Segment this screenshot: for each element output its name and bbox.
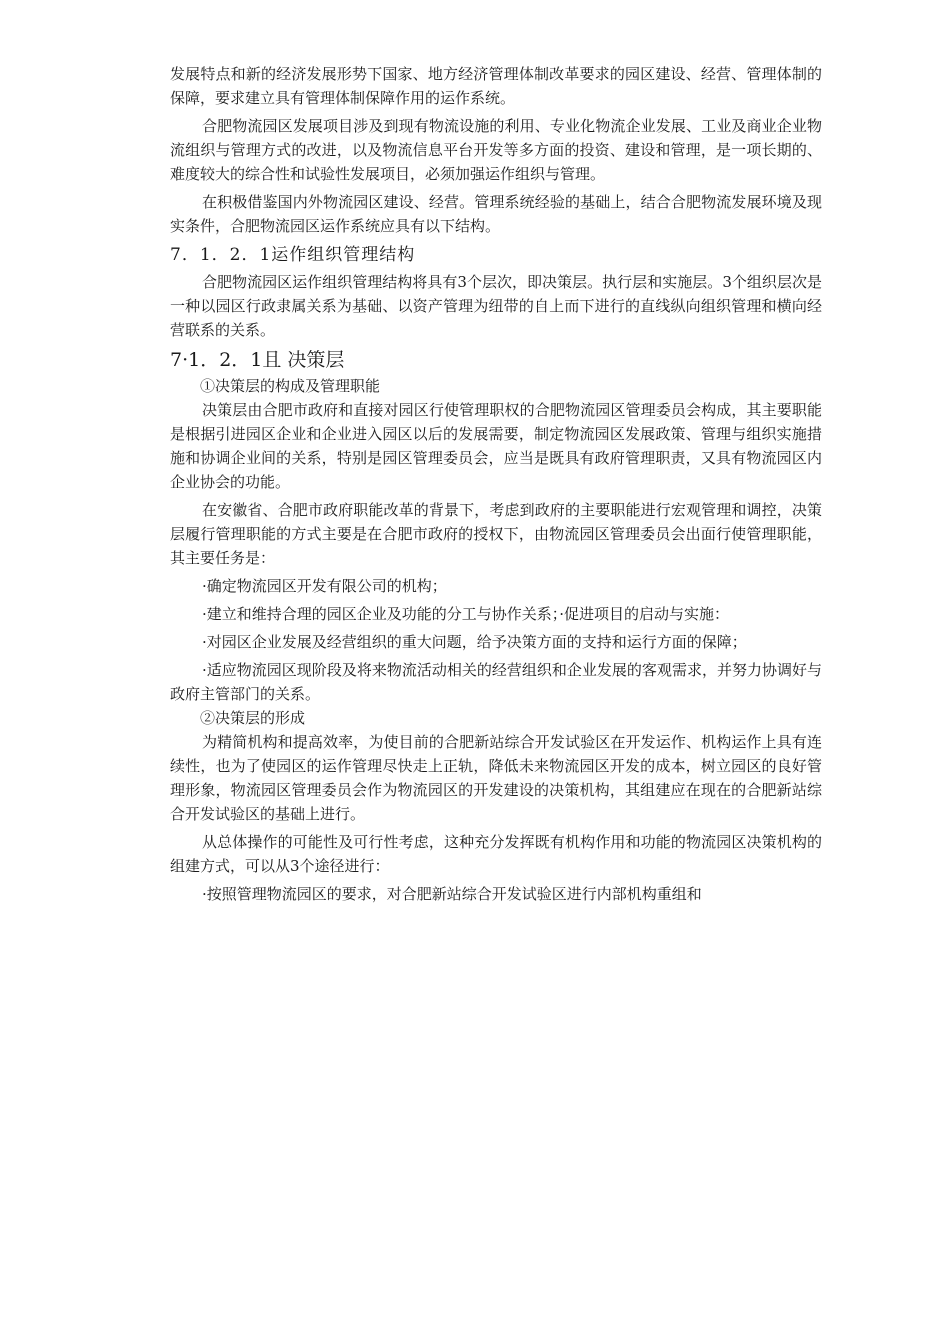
- paragraph-three-levels: 合肥物流园区运作组织管理结构将具有3个层次，即决策层。执行层和实施层。3个组织层次是一种以园区行政隶属关系为基础、以资产管理为纽带的自上而下进行的直线纵向组织管理和横向经营联系的关系。: [170, 273, 822, 339]
- paragraph-decision-composition: 决策层由合肥市政府和直接对园区行使管理职权的合肥物流园区管理委员会构成，其主要职能是根据引进园区企业和企业进入园区以后的发展需要，制定物流园区发展政策、管理与组织实施措施和协调企业间的关系，特别是园区管理委员会，应当是既具有政府管理职责，又具有物流园区内企业协会的功能。: [170, 401, 822, 491]
- list-item-approach-1: ·按照管理物流园区的要求，对合肥新站综合开发试验区进行内部机构重组和: [202, 885, 702, 903]
- subheading-composition: ①决策层的构成及管理职能: [200, 377, 381, 395]
- paragraph-project-scope: 合肥物流园区发展项目涉及到现有物流设施的利用、专业化物流企业发展、工业及商业企业物流组织与管理方式的改进，以及物流信息平台开发等多方面的投资、建设和管理，是一项长期的、难度较大的综合性和试验性发展项目，必须加强运作组织与管理。: [170, 117, 822, 183]
- list-item-task-1: ·确定物流园区开发有限公司的机构；: [202, 577, 447, 595]
- document-body: [170, 62, 822, 906]
- list-item-task-4: ·适应物流园区现阶段及将来物流活动相关的经营组织和企业发展的客观需求，并努力协调好与政府主管部门的关系。: [170, 661, 822, 703]
- paragraph-intro: 发展特点和新的经济发展形势下国家、地方经济管理体制改革要求的园区建设、经营、管理体制的保障，要求建立具有管理体制保障作用的运作系统。: [170, 65, 822, 107]
- paragraph-government-reform: 在安徽省、合肥市政府职能改革的背景下，考虑到政府的主要职能进行宏观管理和调控，决策层履行管理职能的方式主要是在合肥市政府的授权下，由物流园区管理委员会出面行使管理职能，其主要任务是：: [170, 501, 822, 567]
- section-heading-organization: 7．1．2．1运作组织管理结构: [170, 245, 416, 265]
- paragraph-structure-basis: 在积极借鉴国内外物流园区建设、经营。管理系统经验的基础上，结合合肥物流发展环境及现实条件，合肥物流园区运作系统应具有以下结构。: [170, 193, 822, 235]
- subheading-formation: ②决策层的形成: [200, 709, 306, 727]
- paragraph-three-approaches: 从总体操作的可能性及可行性考虑，这种充分发挥既有机构作用和功能的物流园区决策机构的组建方式，可以从3个途径进行：: [170, 833, 822, 875]
- list-item-task-3: ·对园区企业发展及经营组织的重大问题，给予决策方面的支持和运行方面的保障；: [202, 633, 747, 651]
- paragraph-formation: 为精简机构和提高效率，为使目前的合肥新站综合开发试验区在开发运作、机构运作上具有连续性，也为了使园区的运作管理尽快走上正轨，降低未来物流园区开发的成本，树立园区的良好管理形象，物流园区管理委员会作为物流园区的开发建设的决策机构，其组建应在现在的合肥新站综合开发试验区的基础上进行。: [170, 733, 822, 823]
- section-heading-decision-layer: 7·1．2．1且 决策层: [170, 349, 345, 371]
- list-item-task-2: ·建立和维持合理的园区企业及功能的分工与协作关系；·促进项目的启动与实施：: [202, 605, 730, 623]
